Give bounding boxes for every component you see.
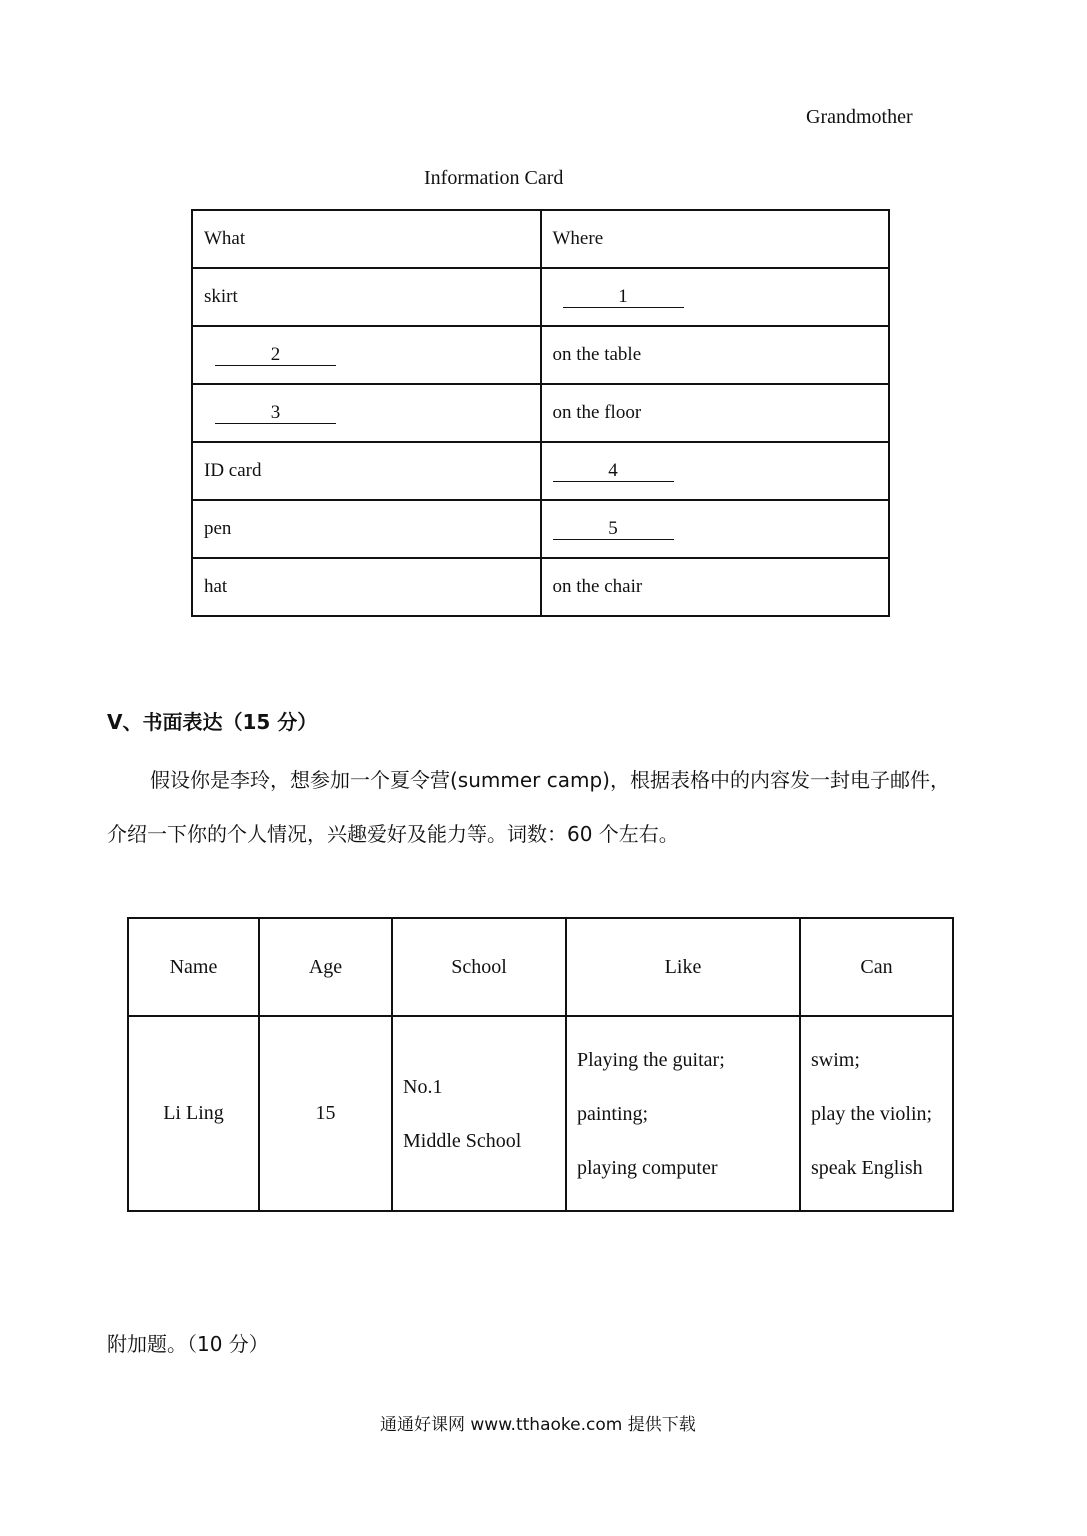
header-name: Name: [128, 918, 259, 1016]
bonus-question-heading: 附加题。（10 分）: [107, 1332, 269, 1356]
footer-download-note: 通通好课网 www.tthaoke.com 提供下载: [380, 1415, 696, 1435]
profile-table: [127, 917, 954, 1212]
cell-school: [392, 1016, 566, 1211]
table-row: [192, 268, 889, 326]
cell-name: Li Ling: [128, 1016, 259, 1211]
cell-where: [541, 268, 890, 326]
info-card-title: Information Card: [424, 167, 564, 189]
table-row: [192, 558, 889, 616]
cell-what: [192, 326, 541, 384]
cell-what: hat: [192, 558, 541, 616]
table-row: [192, 326, 889, 384]
fill-blank[interactable]: 1: [563, 287, 684, 308]
like-line: Playing the guitar;: [577, 1048, 725, 1071]
cell-where: [541, 442, 890, 500]
table-row: [192, 384, 889, 442]
cell-can: [800, 1016, 953, 1211]
can-line: speak English: [811, 1156, 923, 1179]
table-row: [192, 500, 889, 558]
cell-what: pen: [192, 500, 541, 558]
school-line: Middle School: [403, 1129, 522, 1152]
information-card-table: [191, 209, 890, 617]
like-line: playing computer: [577, 1156, 718, 1179]
cell-like: [566, 1016, 800, 1211]
table-row: [192, 210, 889, 268]
header-like: Like: [566, 918, 800, 1016]
can-line: play the violin;: [811, 1102, 933, 1125]
cell-where: [541, 500, 890, 558]
instruction-paragraph-1: 假设你是李玲，想参加一个夏令营(summer camp)，根据表格中的内容发一封电子邮件，: [150, 768, 950, 792]
table-row: [128, 918, 953, 1016]
table-row: [192, 442, 889, 500]
header-can: Can: [800, 918, 953, 1016]
cell-what: [192, 384, 541, 442]
table-row: [128, 1016, 953, 1211]
like-line: painting;: [577, 1102, 649, 1125]
fill-blank[interactable]: 4: [553, 461, 674, 482]
header-what: What: [192, 210, 541, 268]
header-age: Age: [259, 918, 392, 1016]
school-line: No.1: [403, 1075, 443, 1098]
signature-grandmother: Grandmother: [806, 106, 913, 128]
cell-where: on the table: [541, 326, 890, 384]
header-where: Where: [541, 210, 890, 268]
cell-what: skirt: [192, 268, 541, 326]
fill-blank[interactable]: 2: [215, 345, 336, 366]
cell-what: ID card: [192, 442, 541, 500]
can-line: swim;: [811, 1048, 860, 1071]
section-heading-writing: V、书面表达（15 分）: [107, 710, 318, 734]
cell-where: on the floor: [541, 384, 890, 442]
cell-age: 15: [259, 1016, 392, 1211]
header-school: School: [392, 918, 566, 1016]
instruction-paragraph-2: 介绍一下你的个人情况，兴趣爱好及能力等。词数：60 个左右。: [107, 822, 679, 846]
fill-blank[interactable]: 3: [215, 403, 336, 424]
fill-blank[interactable]: 5: [553, 519, 674, 540]
cell-where: on the chair: [541, 558, 890, 616]
